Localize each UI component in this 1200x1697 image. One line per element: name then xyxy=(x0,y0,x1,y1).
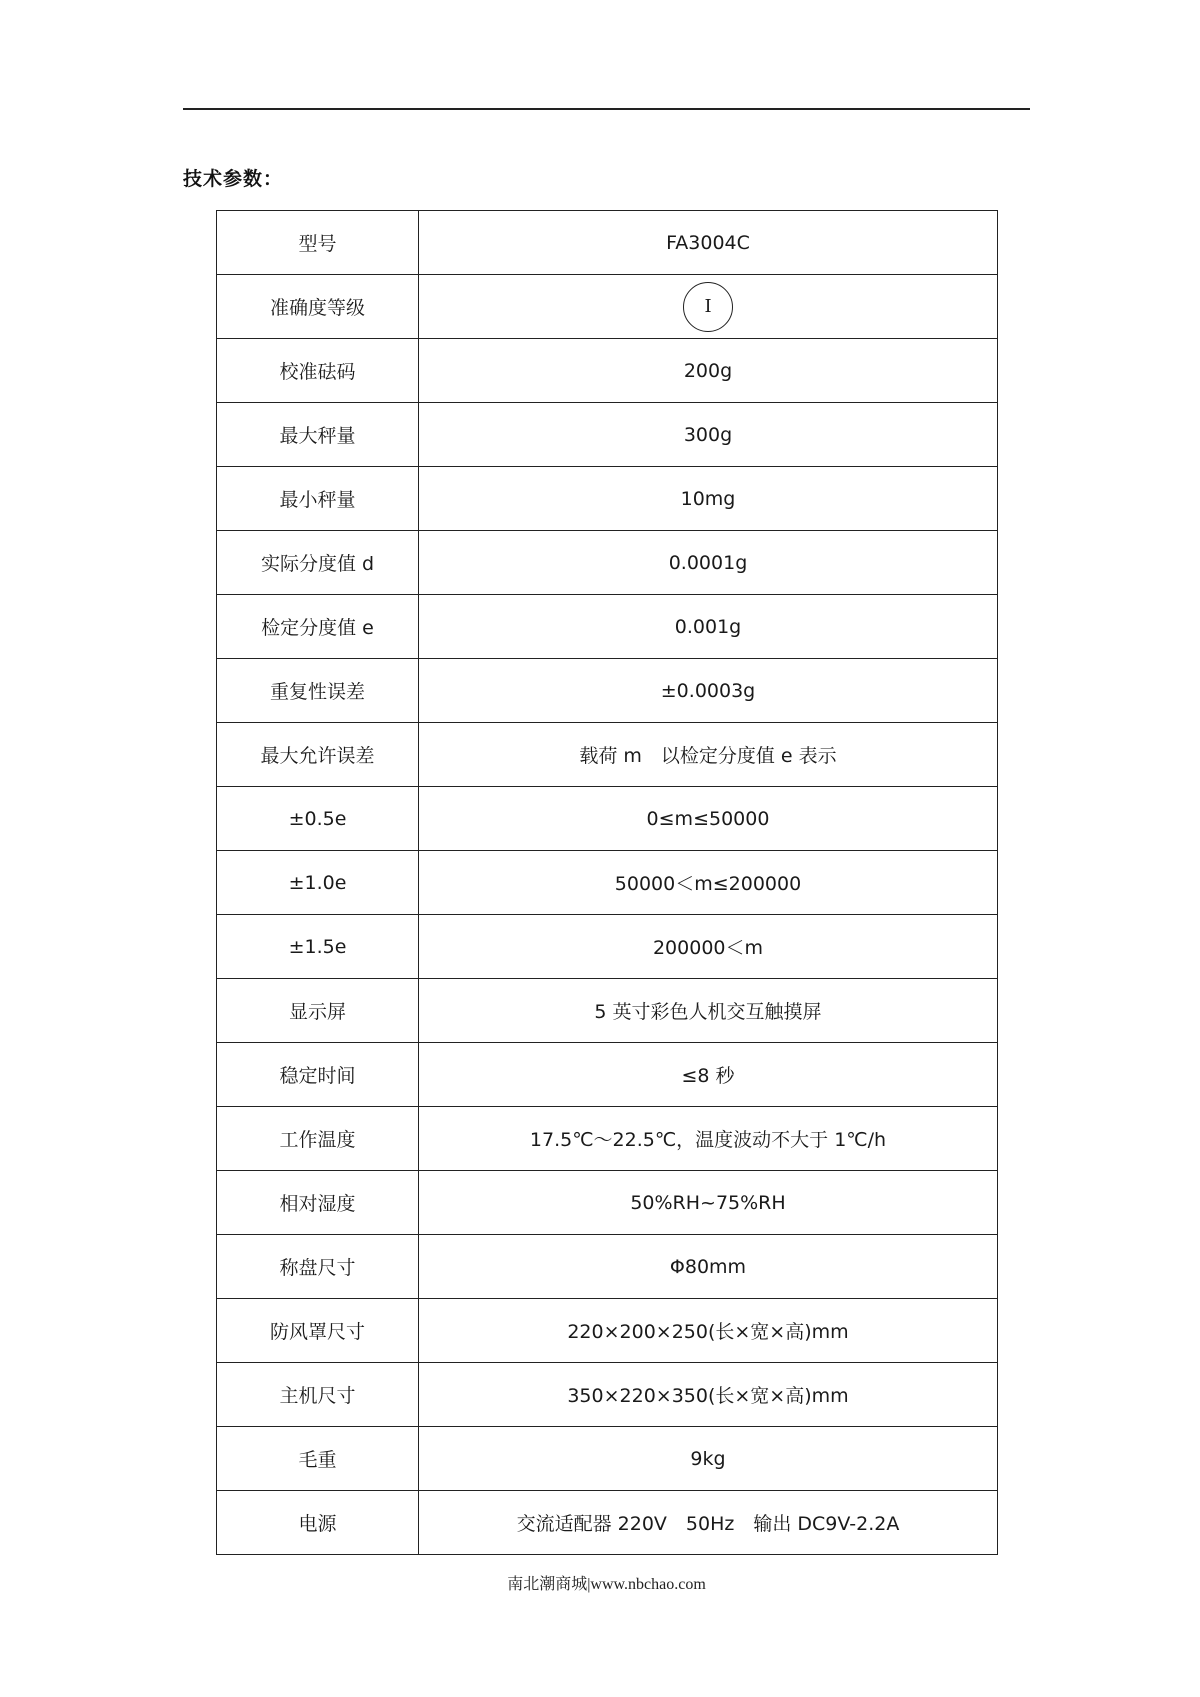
spec-value: 9kg xyxy=(419,1427,998,1491)
spec-value: 10mg xyxy=(419,467,998,531)
top-divider-line xyxy=(183,108,1030,110)
spec-label: 最小秤量 xyxy=(217,467,419,531)
table-row xyxy=(217,723,998,787)
footer-watermark-text: 南北潮商城|www.nbchao.com xyxy=(507,1576,706,1593)
table-row xyxy=(217,339,998,403)
table-row xyxy=(217,1171,998,1235)
table-row xyxy=(217,211,998,275)
table-row xyxy=(217,787,998,851)
spec-value: 0.001g xyxy=(419,595,998,659)
table-row xyxy=(217,979,998,1043)
spec-value: 50%RH~75%RH xyxy=(419,1171,998,1235)
spec-table xyxy=(216,210,998,1555)
spec-label: 实际分度值 d xyxy=(217,531,419,595)
spec-value: Φ80mm xyxy=(419,1235,998,1299)
spec-label: 毛重 xyxy=(217,1427,419,1491)
spec-label: 准确度等级 xyxy=(217,275,419,339)
spec-value: 5 英寸彩色人机交互触摸屏 xyxy=(419,979,998,1043)
spec-label: 电源 xyxy=(217,1491,419,1555)
spec-value: 350×220×350(长×宽×高)mm xyxy=(419,1363,998,1427)
spec-label: 称盘尺寸 xyxy=(217,1235,419,1299)
table-row xyxy=(217,1427,998,1491)
table-row xyxy=(217,1235,998,1299)
table-row xyxy=(217,1363,998,1427)
spec-value: 200000＜m xyxy=(419,915,998,979)
spec-value: 交流适配器 220V 50Hz 输出 DC9V-2.2A xyxy=(419,1491,998,1555)
spec-label: ±1.5e xyxy=(217,915,419,979)
spec-label: 最大允许误差 xyxy=(217,723,419,787)
spec-label: 防风罩尺寸 xyxy=(217,1299,419,1363)
spec-value: 0.0001g xyxy=(419,531,998,595)
spec-label: 工作温度 xyxy=(217,1107,419,1171)
table-row xyxy=(217,595,998,659)
table-row xyxy=(217,467,998,531)
spec-value: ≤8 秒 xyxy=(419,1043,998,1107)
spec-value: 17.5℃～22.5℃，温度波动不大于 1℃/h xyxy=(419,1107,998,1171)
table-row xyxy=(217,915,998,979)
spec-label: 重复性误差 xyxy=(217,659,419,723)
spec-value: 220×200×250(长×宽×高)mm xyxy=(419,1299,998,1363)
spec-label: 检定分度值 e xyxy=(217,595,419,659)
table-row xyxy=(217,659,998,723)
spec-value: 0≤m≤50000 xyxy=(419,787,998,851)
spec-value: 50000＜m≤200000 xyxy=(419,851,998,915)
table-row xyxy=(217,403,998,467)
spec-label: 主机尺寸 xyxy=(217,1363,419,1427)
spec-label: ±0.5e xyxy=(217,787,419,851)
spec-label: 校准砝码 xyxy=(217,339,419,403)
spec-label: ±1.0e xyxy=(217,851,419,915)
spec-label: 最大秤量 xyxy=(217,403,419,467)
spec-value: 200g xyxy=(419,339,998,403)
table-row xyxy=(217,1299,998,1363)
spec-label: 稳定时间 xyxy=(217,1043,419,1107)
spec-value: ±0.0003g xyxy=(419,659,998,723)
table-row xyxy=(217,1107,998,1171)
table-row xyxy=(217,1491,998,1555)
spec-label: 显示屏 xyxy=(217,979,419,1043)
accuracy-class-circle: I xyxy=(683,282,733,332)
spec-value: FA3004C xyxy=(419,211,998,275)
spec-value-cell xyxy=(419,275,998,339)
spec-value: 300g xyxy=(419,403,998,467)
spec-label: 相对湿度 xyxy=(217,1171,419,1235)
section-title: 技术参数： xyxy=(183,168,284,190)
table-row xyxy=(217,275,998,339)
spec-label: 型号 xyxy=(217,211,419,275)
table-row xyxy=(217,531,998,595)
spec-value: 载荷 m 以检定分度值 e 表示 xyxy=(419,723,998,787)
table-row xyxy=(217,1043,998,1107)
spec-table-body xyxy=(217,211,998,1555)
table-row xyxy=(217,851,998,915)
